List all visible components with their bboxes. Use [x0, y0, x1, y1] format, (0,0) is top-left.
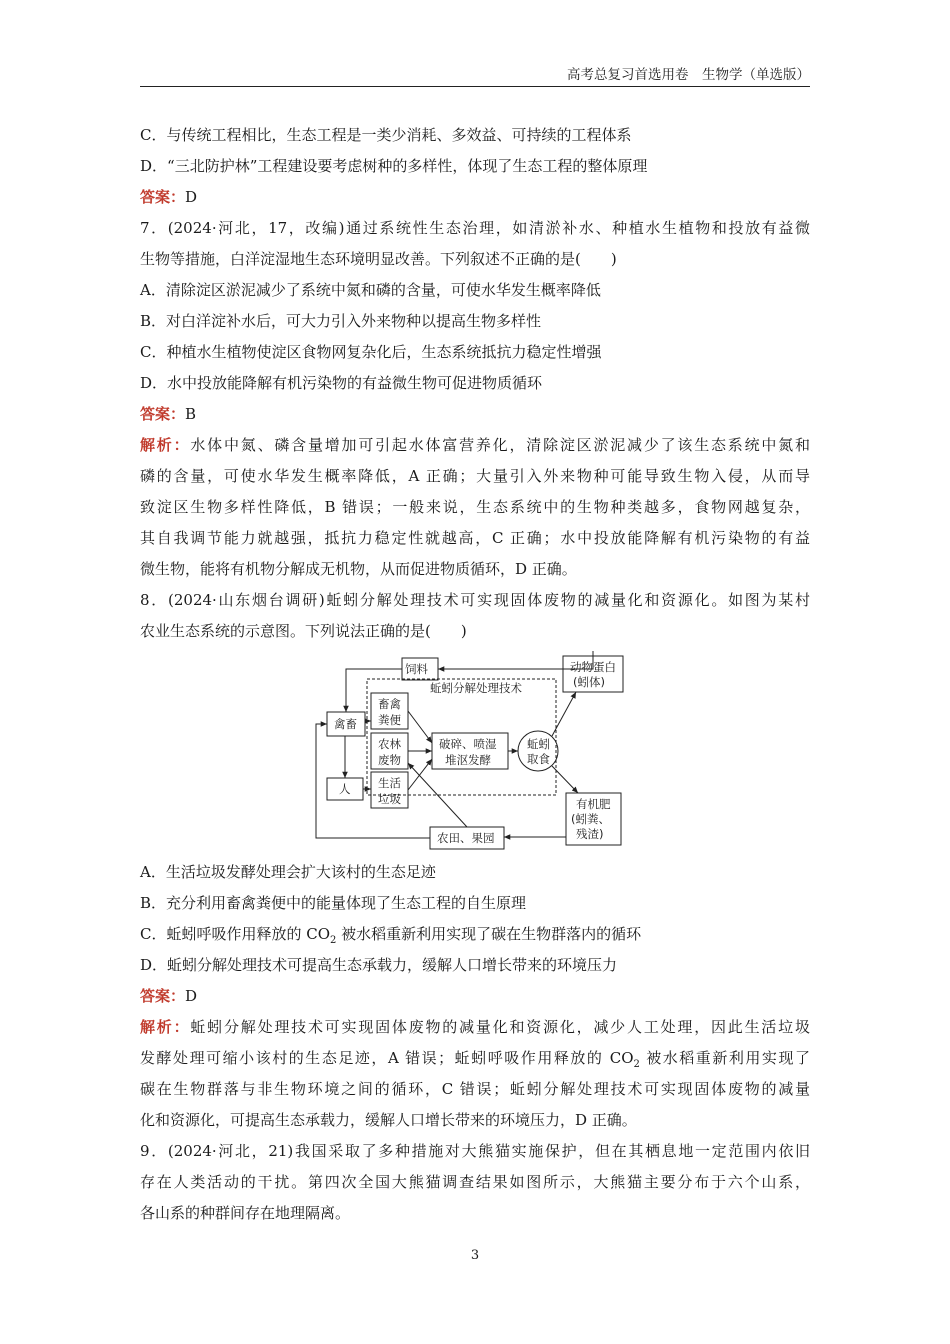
option-c-text-1: C．蚯蚓呼吸作用释放的 CO — [140, 925, 331, 943]
page-header — [140, 66, 810, 87]
page-content — [140, 120, 810, 1229]
q8-explanation-line2 — [140, 1043, 810, 1074]
feed-label: 饲料 — [405, 662, 428, 676]
answer-value: D — [185, 987, 198, 1005]
process-label-1: 破碎、喷湿 — [439, 737, 497, 751]
q8-option-a: A．生活垃圾发酵处理会扩大该村的生态足迹 — [140, 863, 436, 881]
page-number: 3 — [470, 1248, 480, 1263]
garbage-label-1: 生活 — [378, 776, 401, 790]
livestock-label: 禽畜 — [334, 717, 357, 731]
q8-option-b: B．充分利用畜禽粪便中的能量体现了生态工程的自生原理 — [140, 894, 527, 912]
human-label: 人 — [339, 782, 351, 796]
answer-value: B — [185, 405, 197, 423]
explanation-text: 蚯蚓分解处理技术可实现固体废物的减量化和资源化，减少人工处理，因此生活垃圾 — [190, 1018, 810, 1036]
farm-waste-label-1: 农林 — [378, 737, 401, 751]
q9-stem-line3: 各山系的种群间存在地理隔离。 — [140, 1204, 351, 1222]
manure-label-1: 畜禽 — [378, 697, 401, 711]
q8-explanation-line3: 碳在生物群落与非生物环境之间的循环，C 错误；蚯蚓分解处理技术可实现固体废物的减量 — [140, 1080, 810, 1098]
option-c-text-2: 被水稻重新利用实现了碳在生物群落内的循环 — [336, 925, 642, 943]
arrow-worm-protein — [552, 692, 576, 736]
q7-option-c: C．种植水生植物使淀区食物网复杂化后，生态系统抵抗力稳定性增强 — [140, 343, 602, 361]
fertilizer-label-1: 有机肥 — [576, 797, 611, 811]
q6-answer — [140, 182, 810, 213]
animal-protein-label-1: 动物蛋白 — [570, 660, 616, 674]
arrow-manure-process — [408, 711, 432, 743]
arrow-field-livestock — [316, 724, 430, 838]
explanation-label: 解析： — [140, 436, 191, 454]
q7-explanation-line3: 致淀区生物多样性降低，B 错误；一般来说，生态系统中的生物种类越多，食物网越复杂， — [140, 498, 810, 516]
agro-ecosystem-diagram — [140, 651, 810, 851]
farm-waste-label-2: 废物 — [378, 753, 401, 767]
q7-option-b: B．对白洋淀补水后，可大力引入外来物种以提高生物多样性 — [140, 312, 542, 330]
garbage-label-2: 垃圾 — [378, 792, 401, 806]
tech-title-label: 蚯蚓分解处理技术 — [430, 681, 522, 695]
q7-explanation-line2: 磷的含量，可使水华发生概率降低，A 正确；大量引入外来物种可能导致生物入侵，从而导 — [140, 467, 810, 485]
explanation-text-1: 发酵处理可缩小该村的生态足迹，A 错误；蚯蚓呼吸作用释放的 CO — [140, 1049, 634, 1067]
process-label-2: 堆沤发酵 — [445, 753, 491, 767]
q7-explanation-line1 — [140, 430, 810, 461]
explanation-text: 水体中氮、磷含量增加可引起水体富营养化，清除淀区淤泥减少了该生态系统中氮和 — [190, 436, 810, 454]
q9-stem-line2: 存在人类活动的干扰。第四次全国大熊猫调查结果如图所示，大熊猫主要分布于六个山系， — [140, 1173, 810, 1191]
q8-answer — [140, 981, 810, 1012]
animal-protein-label-2: (蚓体) — [573, 675, 605, 689]
field-label: 农田、果园 — [437, 831, 495, 845]
q6-option-d: D．“三北防护林”工程建设要考虑树种的多样性，体现了生态工程的整体原理 — [140, 157, 648, 175]
q8-explanation-line1 — [140, 1012, 810, 1043]
q8-option-d: D．蚯蚓分解处理技术可提高生态承载力，缓解人口增长带来的环境压力 — [140, 956, 618, 974]
q6-option-c: C．与传统工程相比，生态工程是一类少消耗、多效益、可持续的工程体系 — [140, 126, 632, 144]
manure-label-2: 粪便 — [378, 713, 401, 727]
worm-label-2: 取食 — [527, 752, 550, 766]
q7-explanation-line4: 其自我调节能力就越强，抵抗力稳定性就越高，C 正确；水中投放能降解有机污染物的有益 — [140, 529, 810, 547]
co2-subscript: 2 — [330, 935, 337, 946]
answer-value: D — [185, 188, 198, 206]
co2-subscript: 2 — [633, 1059, 640, 1070]
q7-stem-line1: 7．(2024·河北，17，改编)通过系统性生态治理，如清淤补水、种植水生植物和投放有益微 — [140, 219, 810, 237]
q7-option-a: A．清除淀区淤泥减少了系统中氮和磷的含量，可使水华发生概率降低 — [140, 281, 601, 299]
explanation-text-2: 被水稻重新利用实现了 — [639, 1049, 810, 1067]
q8-stem-line2: 农业生态系统的示意图。下列说法正确的是( ) — [140, 622, 467, 640]
q8-option-c — [140, 919, 810, 950]
header-title: 高考总复习首选用卷 生物学（单选版） — [567, 67, 810, 83]
explanation-label: 解析： — [140, 1018, 191, 1036]
fertilizer-label-2: (蚓粪、 — [571, 812, 610, 826]
arrow-worm-fertilizer — [552, 766, 578, 793]
q8-stem-line1: 8．(2024·山东烟台调研)蚯蚓分解处理技术可实现固体废物的减量化和资源化。如图为某村 — [140, 591, 810, 609]
diagram-svg — [140, 651, 810, 851]
q9-stem-line1: 9．(2024·河北，21)我国采取了多种措施对大熊猫实施保护，但在其栖息地一定范围内依旧 — [140, 1142, 810, 1160]
q7-answer — [140, 399, 810, 430]
answer-label: 答案： — [140, 405, 186, 423]
worm-label-1: 蚯蚓 — [527, 737, 550, 751]
q7-stem-line2: 生物等措施，白洋淀湿地生态环境明显改善。下列叙述不正确的是( ) — [140, 250, 617, 268]
q8-explanation-line4: 化和资源化，可提高生态承载力，缓解人口增长带来的环境压力，D 正确。 — [140, 1111, 637, 1129]
fertilizer-label-3: 残渣) — [576, 827, 604, 841]
q7-option-d: D．水中投放能降解有机污染物的有益微生物可促进物质循环 — [140, 374, 543, 392]
answer-label: 答案： — [140, 987, 186, 1005]
q7-explanation-line5: 微生物，能将有机物分解成无机物，从而促进物质循环，D 正确。 — [140, 560, 577, 578]
answer-label: 答案： — [140, 188, 186, 206]
